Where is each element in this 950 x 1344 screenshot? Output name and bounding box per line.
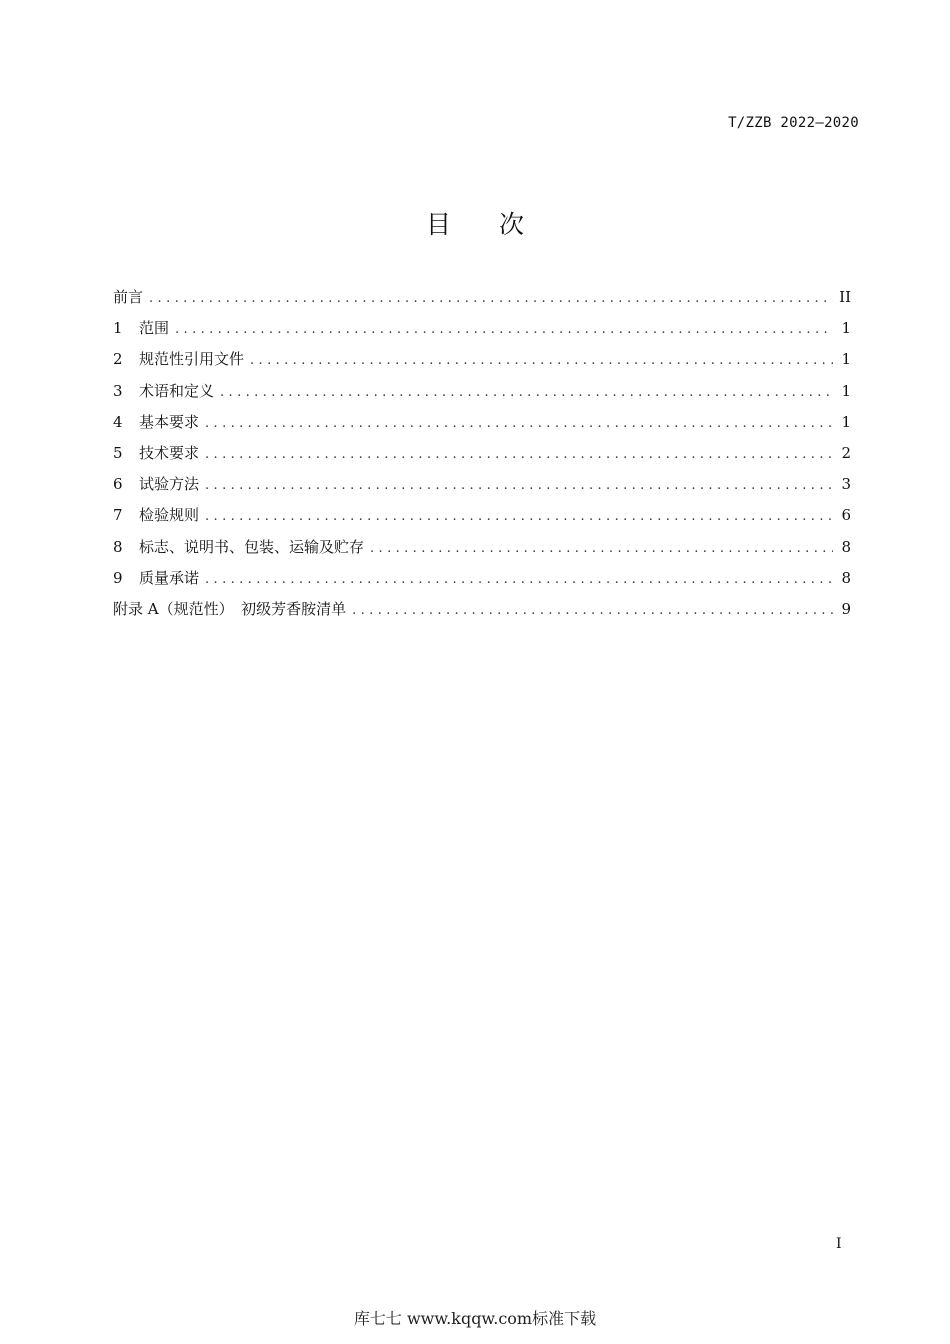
table-of-contents [113, 286, 851, 629]
toc-leader-dots [205, 447, 833, 462]
toc-leader-dots [205, 416, 833, 431]
page-title: 目次 [425, 210, 572, 239]
toc-entry-label: 术语和定义 [139, 381, 215, 400]
toc-entry-foreword[interactable] [113, 286, 851, 317]
toc-entry-label: 范围 [139, 319, 170, 338]
toc-leader-dots [352, 603, 833, 618]
toc-entry-page: 8 [841, 568, 851, 587]
toc-entry-number: 6 [113, 475, 123, 494]
toc-entry-9[interactable] [113, 567, 851, 598]
toc-entry-page: II [839, 288, 851, 306]
footer-watermark: 库七七 www.kqqw.com标准下载 [353, 1309, 597, 1328]
toc-entry-2[interactable] [113, 348, 851, 379]
toc-entry-appendix-a[interactable] [113, 598, 851, 629]
toc-leader-dots [205, 478, 833, 493]
toc-entry-label: 质量承诺 [139, 568, 200, 587]
toc-entry-number: 1 [113, 319, 123, 338]
toc-entry-page: 3 [841, 475, 851, 494]
page-number: I [836, 1236, 842, 1252]
toc-leader-dots [175, 322, 833, 337]
toc-entry-4[interactable] [113, 411, 851, 442]
toc-entry-label: 标志、说明书、包装、运输及贮存 [139, 537, 365, 556]
toc-leader-dots [370, 541, 833, 556]
toc-entry-number: 8 [113, 537, 123, 556]
toc-entry-7[interactable] [113, 504, 851, 535]
toc-entry-number: 7 [113, 506, 123, 525]
toc-entry-page: 1 [841, 350, 851, 369]
toc-leader-dots [205, 509, 833, 524]
toc-entry-number: 4 [113, 412, 123, 431]
toc-leader-dots [149, 291, 833, 306]
toc-entry-page: 2 [841, 443, 851, 462]
toc-leader-dots [250, 353, 833, 368]
toc-entry-label: 基本要求 [139, 412, 200, 431]
toc-entry-label: 检验规则 [139, 506, 200, 525]
toc-entry-6[interactable] [113, 473, 851, 504]
toc-entry-label: 规范性引用文件 [139, 350, 245, 369]
toc-leader-dots [205, 572, 833, 587]
toc-entry-number: 5 [113, 443, 123, 462]
toc-entry-page: 1 [841, 412, 851, 431]
toc-entry-number: 3 [113, 381, 123, 400]
toc-entry-page: 8 [841, 537, 851, 556]
toc-entry-label: 附录 A（规范性） 初级芳香胺清单 [113, 599, 347, 618]
toc-entry-5[interactable] [113, 442, 851, 473]
toc-entry-8[interactable] [113, 536, 851, 567]
toc-entry-page: 1 [841, 319, 851, 338]
toc-entry-label: 前言 [113, 288, 144, 306]
toc-entry-label: 试验方法 [139, 475, 200, 494]
toc-entry-label: 技术要求 [139, 443, 200, 462]
toc-entry-page: 9 [841, 599, 851, 618]
toc-entry-3[interactable] [113, 380, 851, 411]
toc-entry-page: 1 [841, 381, 851, 400]
toc-leader-dots [220, 385, 833, 400]
toc-entry-number: 9 [113, 568, 123, 587]
toc-entry-1[interactable] [113, 317, 851, 348]
toc-entry-page: 6 [841, 506, 851, 525]
toc-entry-number: 2 [113, 350, 123, 369]
document-code: T/ZZB 2022—2020 [728, 115, 859, 131]
